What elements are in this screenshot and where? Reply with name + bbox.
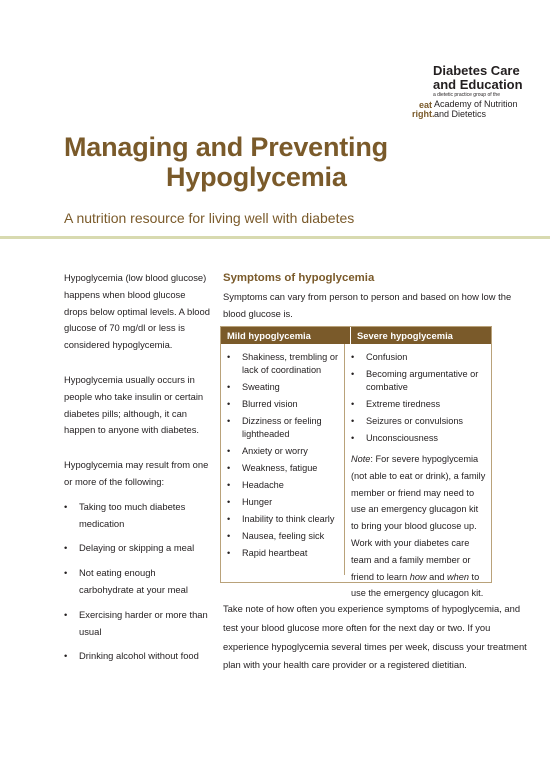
page-subtitle: A nutrition resource for living well with diabetes bbox=[64, 210, 355, 226]
note-and: and bbox=[426, 571, 448, 582]
table-header bbox=[221, 327, 491, 344]
list-item: • Hunger bbox=[227, 496, 344, 509]
list-item: • Dizziness or feeling lightheaded bbox=[227, 415, 344, 441]
list-item: • Seizures or convulsions bbox=[351, 415, 490, 428]
list-item: • Becoming argumentative or combative bbox=[351, 368, 490, 394]
dce-logo bbox=[412, 64, 542, 119]
list-item: • Weakness, fatigue bbox=[227, 462, 344, 475]
list-item: • Drinking alcohol without food bbox=[64, 648, 210, 665]
intro-column bbox=[64, 270, 210, 673]
list-item: • Inability to think clearly bbox=[227, 513, 344, 526]
note-label: Note bbox=[351, 454, 371, 464]
academy-name-line1: Academy of Nutrition bbox=[434, 99, 518, 109]
table-body bbox=[221, 344, 491, 602]
list-item: • Delaying or skipping a meal bbox=[64, 540, 210, 557]
symptoms-intro: Symptoms can vary from person to person and based on how low the blood glucose is. bbox=[223, 291, 512, 319]
symptoms-heading: Symptoms of hypoglycemia bbox=[223, 272, 375, 284]
eat-right-mark: eat right. bbox=[412, 100, 435, 119]
list-item: • Anxiety or worry bbox=[227, 445, 344, 458]
list-item: • Blurred vision bbox=[227, 398, 344, 411]
mild-column bbox=[221, 344, 345, 575]
severe-header: Severe hypoglycemia bbox=[357, 330, 453, 341]
list-item: • Headache bbox=[227, 479, 344, 492]
note-text-1: : For severe hypoglycemia (not able to eat or drink), a family member or friend may need to use an emergency glucagon kit to bring your blood glucose up. Work with your diabetes care team and a family member or friend to learn bbox=[351, 454, 486, 582]
list-item: • Extreme tiredness bbox=[351, 398, 490, 411]
org-name-line1: Diabetes Care bbox=[433, 63, 520, 78]
note-text-2: to use the emergency glucagon kit. bbox=[351, 571, 484, 599]
org-name-line2: and Education bbox=[433, 77, 523, 92]
title-line2: Hypoglycemia bbox=[166, 162, 347, 192]
org-tagline: a dietetic practice group of the bbox=[433, 92, 500, 98]
note-how: how bbox=[409, 571, 427, 582]
causes-list bbox=[64, 499, 210, 665]
academy-name-line2: and Dietetics bbox=[434, 109, 487, 119]
occurrence-paragraph: Hypoglycemia usually occurs in people who take insulin or certain diabetes pills; although, it can happen to anyone with diabetes. bbox=[64, 373, 204, 436]
severe-note bbox=[351, 451, 490, 602]
title-line1: Managing and Preventing bbox=[64, 132, 388, 162]
page-title bbox=[64, 132, 484, 192]
symptoms-table bbox=[220, 326, 492, 599]
list-item: • Unconsciousness bbox=[351, 432, 490, 445]
mild-header: Mild hypoglycemia bbox=[221, 327, 351, 344]
list-item: • Sweating bbox=[227, 381, 344, 394]
list-item: • Shakiness, trembling or lack of coordination bbox=[227, 351, 344, 377]
severe-column bbox=[345, 344, 490, 602]
divider bbox=[0, 236, 550, 239]
list-item: • Confusion bbox=[351, 351, 490, 364]
causes-intro: Hypoglycemia may result from one or more of the following: bbox=[64, 459, 209, 487]
definition-paragraph: Hypoglycemia (low blood glucose) happens when blood glucose drops below optimal levels. A blood glucose of 70 mg/dl or less is considered hypoglycemia. bbox=[64, 272, 210, 351]
list-item: • Exercising harder or more than usual bbox=[64, 607, 210, 641]
list-item: • Rapid heartbeat bbox=[227, 547, 344, 560]
list-item: • Taking too much diabetes medication bbox=[64, 499, 210, 533]
list-item: • Nausea, feeling sick bbox=[227, 530, 344, 543]
list-item: • Not eating enough carbohydrate at your meal bbox=[64, 565, 210, 599]
note-when: when bbox=[447, 571, 469, 582]
closing-paragraph: Take note of how often you experience symptoms of hypoglycemia, and test your blood glucose more often for the next day or two. If you experience hypoglycemia several times per week, discuss your treatment plan with your health care provider or a registered dietitian. bbox=[223, 603, 527, 671]
